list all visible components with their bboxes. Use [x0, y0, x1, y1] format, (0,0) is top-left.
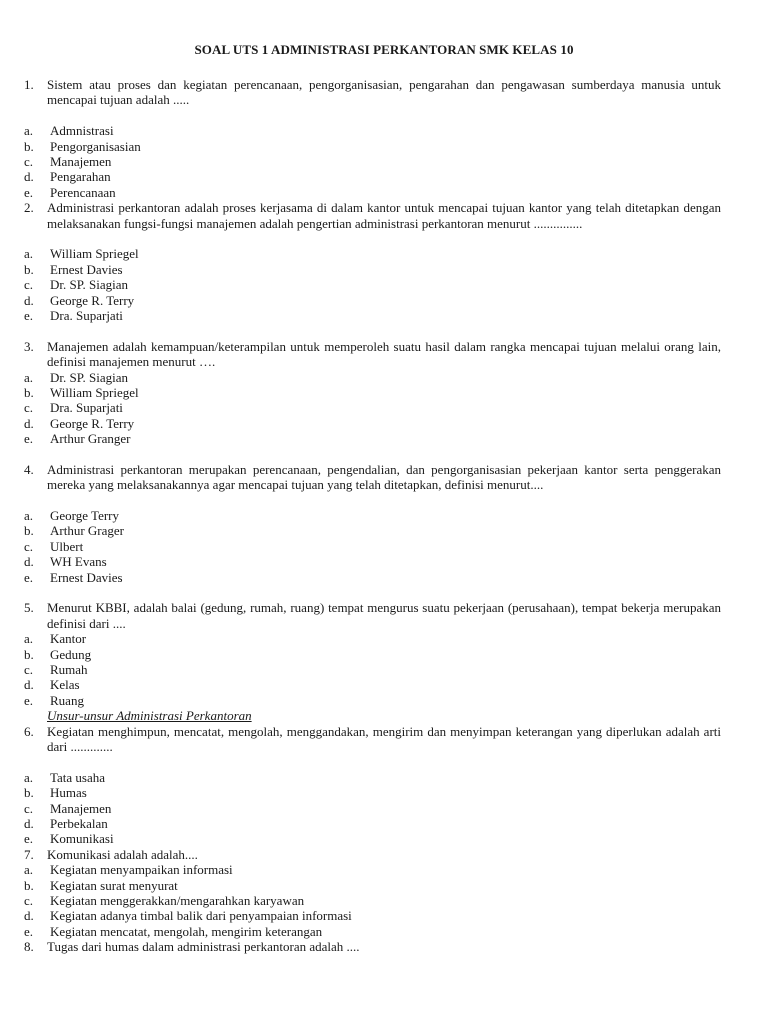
option-a: [24, 370, 721, 385]
option-text: Kegiatan menggerakkan/mengarahkan karyawan: [50, 892, 305, 908]
option-text: Rumah: [50, 662, 88, 677]
option-d: [24, 554, 721, 569]
option-text: Ruang: [50, 692, 84, 708]
option-e: [24, 308, 721, 323]
question-text: Tugas dari humas dalam administrasi perkantoran adalah ....: [47, 939, 360, 955]
option-a: [24, 508, 721, 523]
option-text: George Terry: [50, 508, 119, 524]
option-letter: e.: [24, 692, 34, 708]
option-e: [24, 570, 721, 585]
option-text: Kantor: [50, 631, 87, 647]
option-letter: b.: [24, 785, 34, 801]
option-b: [24, 523, 721, 538]
option-letter: a.: [24, 631, 34, 647]
question-4: [24, 462, 721, 493]
option-letter: c.: [24, 800, 34, 816]
option-e: [24, 831, 721, 846]
option-b: [24, 647, 721, 662]
spacer: [24, 446, 721, 461]
option-c: [24, 893, 721, 908]
question-6: [24, 724, 721, 755]
question-number: 1.: [24, 77, 34, 92]
option-text: WH Evans: [50, 554, 107, 570]
option-letter: c.: [24, 277, 34, 293]
option-text: Pengarahan: [50, 169, 111, 185]
option-letter: e.: [24, 923, 34, 939]
question-list: [24, 77, 721, 954]
question-text: Komunikasi adalah adalah....: [47, 846, 198, 862]
option-text: Kegiatan mencatat, mengolah, mengirim keterangan: [50, 923, 323, 939]
option-e: [24, 924, 721, 939]
option-d: [24, 908, 721, 923]
option-b: [24, 139, 721, 154]
question-number: 4.: [24, 461, 34, 477]
question-text: Sistem atau proses dan kegiatan perencanaan, pengorganisasian, pengarahan dan pengawasan sumberdaya manusia untuk mencapai tujuan adalah .....: [47, 77, 721, 108]
option-text: Pengorganisasian: [50, 138, 141, 154]
option-letter: c.: [24, 538, 34, 554]
option-text: Perencanaan: [50, 184, 116, 200]
option-letter: d.: [24, 815, 34, 831]
option-text: Komunikasi: [50, 831, 114, 847]
option-a: [24, 862, 721, 877]
option-letter: b.: [24, 138, 34, 154]
option-d: [24, 816, 721, 831]
option-letter: b.: [24, 646, 34, 662]
option-text: Ernest Davies: [50, 569, 123, 585]
option-letter: c.: [24, 892, 34, 908]
question-number: 5.: [24, 600, 34, 616]
option-text: Arthur Granger: [50, 431, 131, 447]
option-b: [24, 262, 721, 277]
option-text: Kegiatan adanya timbal balik dari penyampaian informasi: [50, 908, 352, 924]
spacer: [24, 108, 721, 123]
question-number: 2.: [24, 200, 34, 216]
option-c: [24, 154, 721, 169]
option-letter: c.: [24, 662, 34, 677]
option-text: Kegiatan surat menyurat: [50, 877, 178, 893]
option-letter: e.: [24, 831, 34, 847]
option-letter: a.: [24, 508, 34, 524]
option-text: George R. Terry: [50, 292, 135, 308]
option-e: [24, 431, 721, 446]
option-text: Gedung: [50, 646, 92, 662]
option-d: [24, 416, 721, 431]
option-text: Ulbert: [50, 538, 84, 554]
question-number: 8.: [24, 939, 34, 955]
option-text: George R. Terry: [50, 415, 135, 431]
option-text: Tata usaha: [50, 769, 106, 785]
option-letter: e.: [24, 569, 34, 585]
option-text: Manajemen: [50, 153, 112, 169]
option-letter: e.: [24, 184, 34, 200]
question-number: 6.: [24, 723, 34, 739]
option-letter: a.: [24, 769, 34, 785]
spacer: [24, 231, 721, 246]
option-c: [24, 400, 721, 415]
spacer: [24, 754, 721, 769]
document-title: SOAL UTS 1 ADMINISTRASI PERKANTORAN SMK KELAS 10: [194, 42, 574, 57]
option-a: [24, 631, 721, 646]
option-text: Dra. Suparjati: [50, 307, 123, 323]
option-letter: b.: [24, 877, 34, 893]
question-5: [24, 600, 721, 631]
option-c: [24, 662, 721, 677]
question-text: Administrasi perkantoran merupakan perencanaan, pengendalian, dan pengorganisasian pekerjaan kantor serta penggerakan mereka yang melaksanakannya agar mencapai tujuan yang telah ditetapkan, definisi menurut....: [47, 461, 721, 493]
question-2: [24, 200, 721, 231]
option-letter: b.: [24, 523, 34, 539]
question-7: [24, 847, 721, 862]
question-text: Manajemen adalah kemampuan/keterampilan untuk memperoleh suatu hasil dalam rangka mencapai tujuan melalui orang lain, definisi manajemen menurut ….: [47, 338, 721, 370]
question-number: 7.: [24, 846, 34, 862]
question-number: 3.: [24, 338, 34, 354]
spacer: [24, 323, 721, 338]
spacer: [24, 585, 721, 600]
option-c: [24, 801, 721, 816]
question-3: [24, 339, 721, 370]
question-text: Menurut KBBI, adalah balai (gedung, rumah, ruang) tempat mengurus suatu pekerjaan (perusahaan), tempat bekerja merupakan definisi dari ....: [47, 600, 721, 631]
option-text: Kelas: [50, 677, 80, 693]
option-letter: a.: [24, 246, 34, 262]
option-text: Arthur Grager: [50, 523, 124, 539]
question-8: [24, 939, 721, 954]
option-b: [24, 878, 721, 893]
option-letter: a.: [24, 369, 34, 385]
option-text: Perbekalan: [50, 815, 108, 831]
option-letter: b.: [24, 384, 34, 400]
option-text: Manajemen: [50, 800, 112, 816]
option-letter: d.: [24, 554, 34, 570]
option-letter: d.: [24, 169, 34, 185]
option-letter: b.: [24, 261, 34, 277]
option-text: Kegiatan menyampaikan informasi: [50, 862, 233, 878]
option-c: [24, 277, 721, 292]
option-text: Ernest Davies: [50, 261, 123, 277]
question-text: Kegiatan menghimpun, mencatat, mengolah, menggandakan, mengirim dan menyimpan keterangan yang diperlukan adalah arti dari .............: [47, 723, 721, 754]
option-d: [24, 169, 721, 184]
question-text: Administrasi perkantoran adalah proses kerjasama di dalam kantor untuk mencapai tujuan kantor yang telah ditetapkan dengan melaksanakan fungsi-fungsi manajemen adalah pengertian administrasi perkantoran menurut ...............: [47, 200, 721, 231]
option-letter: a.: [24, 862, 34, 878]
option-letter: c.: [24, 400, 34, 416]
option-letter: a.: [24, 123, 34, 139]
option-c: [24, 539, 721, 554]
option-letter: d.: [24, 677, 34, 693]
option-e: [24, 693, 721, 708]
option-d: [24, 677, 721, 692]
option-text: Admnistrasi: [50, 123, 114, 139]
option-a: [24, 123, 721, 138]
option-letter: d.: [24, 415, 34, 431]
section-heading: Unsur-unsur Administrasi Perkantoran: [47, 708, 252, 724]
option-text: Dr. SP. Siagian: [50, 277, 129, 293]
option-letter: e.: [24, 431, 34, 447]
option-letter: c.: [24, 153, 34, 169]
option-d: [24, 293, 721, 308]
option-a: [24, 770, 721, 785]
option-letter: d.: [24, 292, 34, 308]
question-1: [24, 77, 721, 108]
option-e: [24, 185, 721, 200]
option-text: Dra. Suparjati: [50, 400, 123, 416]
option-b: [24, 785, 721, 800]
option-text: Dr. SP. Siagian: [50, 369, 129, 385]
option-a: [24, 246, 721, 261]
spacer: [24, 493, 721, 508]
option-letter: e.: [24, 307, 34, 323]
option-text: William Spriegel: [50, 246, 139, 262]
option-letter: d.: [24, 908, 34, 924]
option-text: William Spriegel: [50, 384, 139, 400]
option-b: [24, 385, 721, 400]
option-text: Humas: [50, 785, 87, 801]
